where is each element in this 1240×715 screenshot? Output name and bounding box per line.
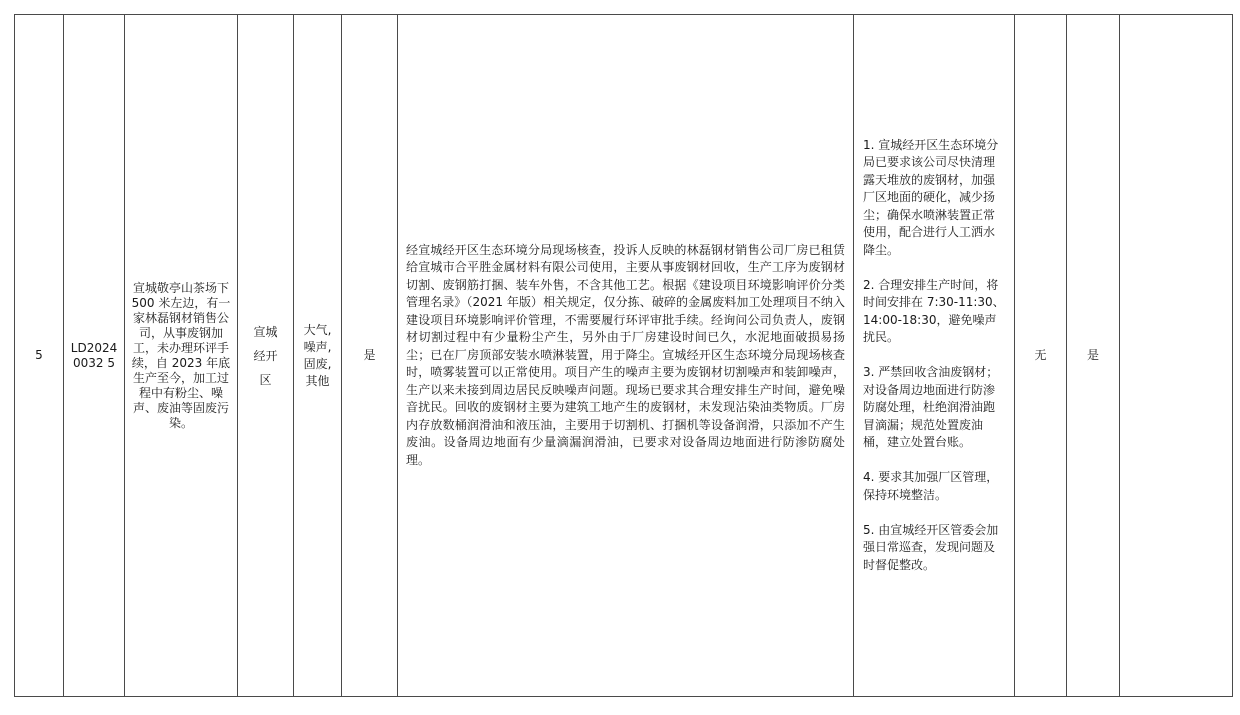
- is-true-cell: [342, 15, 398, 697]
- complaint-cell: [125, 15, 238, 697]
- measures-list: [854, 137, 1014, 575]
- pollution-type-text: 大气,噪声,固废,其他: [303, 322, 332, 388]
- remark-cell: [1120, 15, 1233, 697]
- seq-number: 5: [35, 348, 43, 362]
- accountability-cell: [1015, 15, 1067, 697]
- list-item: 4. 要求其加强厂区管理，保持环境整洁。: [863, 470, 999, 502]
- list-item: 2. 合理安排生产时间，将时间安排在 7:30-11:30、14:00-18:30，避免噪声扰民。: [863, 277, 1005, 345]
- case-number: LD20240032 5: [70, 340, 118, 370]
- pollution-type-cell: [294, 15, 342, 697]
- list-item: 5. 由宣城经开区管委会加强日常巡查，发现问题及时督促整改。: [863, 522, 999, 572]
- accountability-value: 无: [1034, 348, 1047, 362]
- list-item: 3. 严禁回收含油废钢材；对设备周边地面进行防渗防腐处理，杜绝润滑油跑冒滴漏；规范处置废油桶，建立处置台账。: [863, 365, 999, 450]
- case-table: [14, 14, 1233, 697]
- district-text: 宣城经开区: [253, 324, 278, 387]
- measures-cell: [854, 15, 1015, 697]
- seq-cell: [15, 15, 64, 697]
- table-row: [15, 15, 1233, 697]
- is-true-value: 是: [363, 348, 376, 362]
- completed-cell: [1067, 15, 1120, 697]
- case-number-cell: [64, 15, 125, 697]
- findings-cell: [398, 15, 854, 697]
- complaint-text: 宣城敬亭山茶场下 500 米左边，有一家林磊钢材销售公司，从事废钢加工，未办理环评手续，自 2023 年底生产至今，加工过程中有粉尘、噪声、废油等固废污染。: [131, 280, 231, 430]
- list-item: 1. 宣城经开区生态环境分局已要求该公司尽快清理露天堆放的废钢材，加强厂区地面的硬化，减少扬尘；确保水喷淋装置正常使用，配合进行人工洒水降尘。: [863, 137, 999, 257]
- findings-text: 经宣城经开区生态环境分局现场核查，投诉人反映的林磊钢材销售公司厂房已租赁给宣城市合平胜金属材料有限公司使用，主要从事废钢材回收，生产工序为废钢材切割、废钢筋打捆、装车外售，不含其他工艺。根据《建设项目环境影响评价分类管理名录》（2021 年版）相关规定，仅分拣、破碎的金属废料加工处理项目不纳入建设项目环境影响评价管理，不需要履行环评审批手续。经询问公司负责人，废钢材切割过程中有少量粉尘产生，另外由于厂房建设时间已久，水泥地面破损易扬尘；已在厂房顶部安装水喷淋装置，用于降尘。宣城经开区生态环境分局现场核查时，喷雾装置可以正常使用。项目产生的噪声主要为废钢材切割噪声和装卸噪声，生产以来未接到周边居民反映噪声问题。现场已要求其合理安排生产时间，避免噪音扰民。回收的废钢材主要为建筑工地产生的废钢材，未发现沾染油类物质。厂房内存放数桶润滑油和液压油，主要用于切割机、打捆机等设备润滑，只添加不产生废油。设备周边地面有少量滴漏润滑油，已要求对设备周边地面进行防渗防腐处理。: [406, 242, 845, 467]
- district-cell: [238, 15, 294, 697]
- completed-value: 是: [1086, 348, 1099, 362]
